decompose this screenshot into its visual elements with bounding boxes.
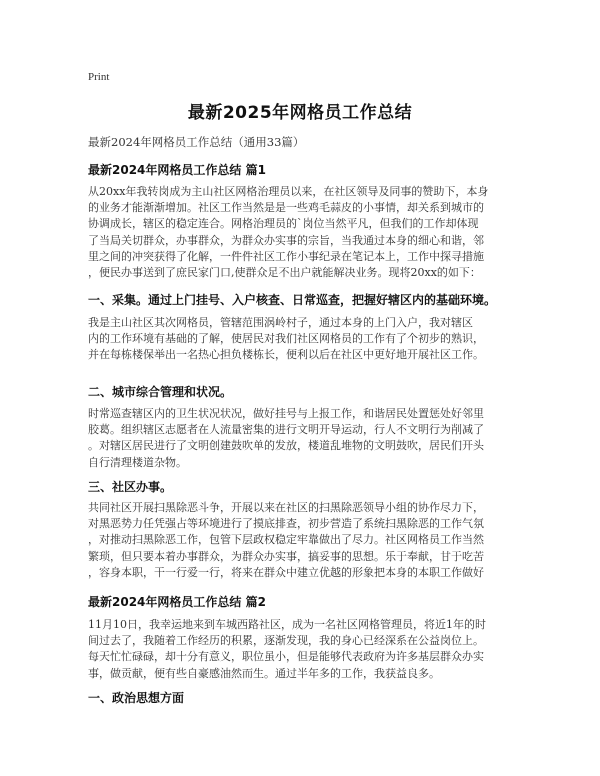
document-subtitle: 最新2024年网格员工作总结（通用33篇）	[88, 135, 305, 149]
article2-heading: 最新2024年网格员工作总结 篇2	[88, 595, 266, 609]
article2-section1-heading: 一、政治思想方面	[88, 691, 185, 705]
article1-heading: 最新2024年网格员工作总结 篇1	[88, 163, 266, 177]
print-label[interactable]: Print	[88, 71, 110, 83]
article1-section2-heading: 二、城市综合管理和状况。	[88, 385, 233, 399]
article1-section1-text: 我是主山社区其次网格员，管辖范围涡岭村子，通过本身的上门入户，我对辖区 内的工作环境有基础的了解，使居民对我们社区网格员的工作有了个初步的熟识， 并在每栋楼保举出一名热心担负楼栋长，便利以后在社区中更好地开展社区工作。	[88, 316, 484, 362]
page-title: 最新2025年网格员工作总结	[187, 103, 413, 123]
article1-section3-heading: 三、社区办事。	[88, 480, 173, 494]
article1-section1-heading: 一、采集。通过上门挂号、入户核查、日常巡查，把握好辖区内的基础环境。	[88, 293, 497, 307]
article1-section3-text: 共同社区开展扫黑除恶斗争，开展以来在社区的扫黑除恶领导小组的协作尽力下， 对黑恶势力任凭强占等环境进行了摸底排查，初步营造了系统扫黑除恶的工作气氛 ，对推动扫黑除恶工作，包管下层政权稳定牢靠做出了尽力。社区网格员工作当然 繁琐，但只要本着办事群众，为群众办实事，搞妥事的思想。乐于奉献，甘于吃苦 ，容身本职，干一行爱一行，将来在群众中建立优越的形象把本身的本职工作做好	[88, 501, 484, 579]
article1-section2-text: 时常巡查辖区内的卫生状况状况，做好挂号与上报工作，和谐居民处置惩处好邻里 胶葛。组织辖区志愿者在人流量密集的进行文明开导运动，行人不文明行为削减了 。对辖区居民进行了文明创建鼓吹单的发放，楼道乱堆物的文明鼓吹，居民们开头 自行清理楼道杂物。	[88, 407, 484, 469]
article2-intro: 11月10日，我幸运地来到车城西路社区，成为一名社区网格管理员，将近1年的时 间过去了，我随着工作经历的积累，逐渐发现，我的身心已经深系在公益岗位上。 每天忙忙碌碌，却十分有意义，职位虽小，但是能够代表政府为许多基层群众办实 事，做贡献，便有些自豪感油然而生。通过半年多的工作，我获益良多。	[88, 618, 486, 680]
article1-intro: 从20xx年我转岗成为主山社区网格治理员以来，在社区领导及同事的赞助下，本身 的业务才能渐渐增加。社区工作当然是是一些鸡毛蒜皮的小事情，却关系到城市的 协调成长，辖区的稳定连合。网格治理员的`岗位当然平凡，但我们的工作却体现 了当局关切群众，办事群众，为群众办实事的宗旨，当我通过本身的细心和谐，邻 里之间的冲突获得了化解，一件件社区工作小事纪录在笔记本上，工作中探寻措施 ，便民办事送到了庶民家门口,使群众足不出户就能解决业务。现将20xx的如下：	[88, 185, 489, 280]
